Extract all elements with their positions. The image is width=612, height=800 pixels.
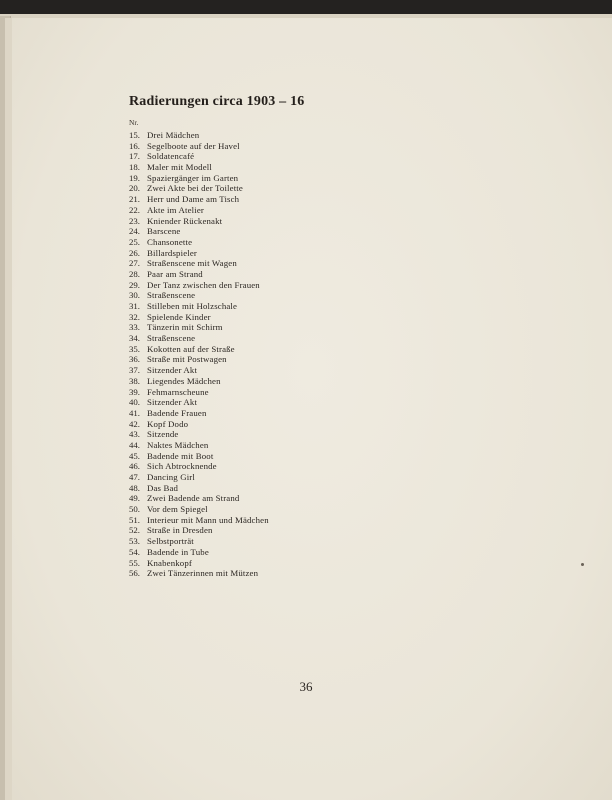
entry-number: 27. — [129, 258, 140, 269]
entry-title: Segelboote auf der Havel — [147, 140, 240, 151]
entry-title: Zwei Akte bei der Toilette — [147, 183, 243, 194]
entry-number: 34. — [129, 333, 140, 344]
entry-title: Badende in Tube — [147, 546, 209, 557]
entry-number: 50. — [129, 504, 140, 515]
page-number: 36 — [299, 679, 313, 694]
entry-number: 35. — [129, 343, 140, 354]
entry-title: Straßenscene — [147, 333, 196, 344]
entry-title: Zwei Badende am Strand — [147, 493, 240, 504]
entry-number: 55. — [129, 557, 140, 568]
entry-number: 32. — [129, 311, 140, 322]
entry-number: 53. — [129, 536, 140, 547]
entry-title: Paar am Strand — [147, 268, 203, 279]
entry-title: Badende Frauen — [147, 407, 207, 418]
entry-title: Badende mit Boot — [147, 450, 214, 461]
entry-number: 23. — [129, 215, 140, 226]
entry-title: Billardspieler — [147, 247, 197, 258]
entry-title: Straßenscene mit Wagen — [147, 258, 237, 269]
entry-number: 47. — [129, 472, 140, 482]
entry-number: 29. — [129, 279, 140, 290]
entry-number: 39. — [129, 386, 140, 397]
entry-title: Knabenkopf — [147, 557, 192, 568]
entry-number: 54. — [129, 546, 140, 557]
entry-number: 42. — [129, 418, 140, 429]
entry-title: Straßenscene — [147, 290, 196, 301]
entry-title: Selbstporträt — [147, 536, 194, 547]
entry-number: 15. — [129, 130, 140, 140]
entry-number: 17. — [129, 151, 140, 162]
column-header-nr: Nr. — [129, 118, 139, 127]
entry-title: Spaziergänger im Garten — [147, 172, 239, 183]
entry-number: 26. — [129, 247, 140, 258]
entry-title: Der Tanz zwischen den Frauen — [147, 279, 260, 290]
entry-number: 51. — [129, 514, 140, 525]
entry-title: Liegendes Mädchen — [147, 375, 221, 386]
entry-number: 43. — [129, 429, 140, 440]
entry-number: 56. — [129, 568, 140, 579]
entry-title: Soldatencafé — [147, 151, 195, 162]
entry-number: 45. — [129, 450, 140, 461]
entry-number: 18. — [129, 162, 140, 173]
entry-title: Vor dem Spiegel — [147, 504, 208, 515]
entry-number: 52. — [129, 525, 140, 536]
entry-title: Drei Mädchen — [147, 130, 200, 140]
entry-number: 44. — [129, 439, 140, 450]
entry-number: 40. — [129, 397, 140, 408]
entry-title: Straße mit Postwagen — [147, 354, 227, 365]
entry-number: 21. — [129, 194, 140, 205]
paper-speck — [581, 563, 584, 566]
entry-number: 24. — [129, 226, 140, 237]
entry-title: Tänzerin mit Schirm — [147, 322, 223, 333]
entry-title: Spielende Kinder — [147, 311, 211, 322]
entry-number: 16. — [129, 140, 140, 151]
entry-title: Barscene — [147, 226, 181, 237]
entry-number: 30. — [129, 290, 140, 301]
entry-number: 38. — [129, 375, 140, 386]
entry-title: Interieur mit Mann und Mädchen — [147, 514, 269, 525]
entry-number: 36. — [129, 354, 140, 365]
entry-number: 28. — [129, 268, 140, 279]
entry-number: 49. — [129, 493, 140, 504]
entry-title: Sitzende — [147, 429, 179, 440]
entry-title: Akte im Atelier — [147, 204, 204, 215]
entry-number: 46. — [129, 461, 140, 472]
entry-number: 19. — [129, 172, 140, 183]
entry-title: Maler mit Modell — [147, 162, 212, 173]
entry-number: 37. — [129, 365, 140, 376]
entry-number: 31. — [129, 301, 140, 311]
page-title: Radierungen circa 1903 – 16 — [129, 94, 305, 109]
entry-number: 22. — [129, 204, 140, 215]
entry-title: Straße in Dresden — [147, 525, 213, 536]
entry-number: 48. — [129, 482, 140, 493]
entry-title: Sitzender Akt — [147, 397, 198, 408]
entry-title: Sitzender Akt — [147, 365, 198, 376]
entry-title: Sich Abtrocknende — [147, 461, 217, 472]
entry-title: Dancing Girl — [147, 472, 195, 482]
entry-title: Das Bad — [147, 482, 179, 493]
entry-title: Naktes Mädchen — [147, 439, 209, 450]
entry-number: 25. — [129, 236, 140, 247]
entry-title: Kniender Rückenakt — [147, 215, 223, 226]
entry-title: Herr und Dame am Tisch — [147, 194, 240, 205]
entry-title: Stilleben mit Holzschale — [147, 301, 238, 311]
entry-number: 41. — [129, 407, 140, 418]
entry-number: 33. — [129, 322, 140, 333]
entry-title: Kopf Dodo — [147, 418, 189, 429]
entry-title: Chansonette — [147, 236, 193, 247]
entry-number: 20. — [129, 183, 140, 194]
entry-title: Kokotten auf der Straße — [147, 343, 235, 354]
entry-title: Zwei Tänzerinnen mit Mützen — [147, 568, 259, 579]
entry-title: Fehmarnscheune — [147, 386, 209, 397]
